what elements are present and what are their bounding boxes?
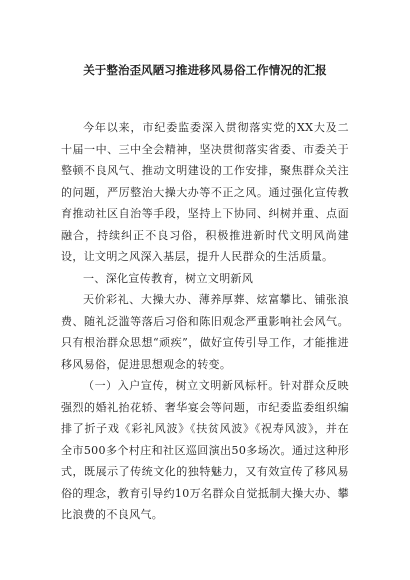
document-body: [61, 117, 349, 526]
subsection-paragraph: （一）入户宣传，树立文明新风标杆。针对群众反映强烈的婚礼抬花轿、奢华宴会等问题，市纪委监委组织编排了折子戏《彩礼风波》《扶贫风波》《祝寿风波》，并在全市500多个村庄和社区巡回演出50多场次。通过这种形式，既展示了传统文化的独特魅力，又有效宣传了移风易俗的理念，教育引导约10万名群众自觉抵制大操大办、攀比浪费的不良风气。: [61, 379, 349, 521]
section-heading: 一、深化宣传教育，树立文明新风: [83, 271, 254, 285]
section-paragraph: 天价彩礼、大操大办、薄养厚葬、炫富攀比、铺张浪费、随礼泛滥等落后习俗和陈旧观念严重影响社会风气。只有根治群众思想“顽疾”，做好宣传引导工作，才能推进移风易俗，促进思想观念的转变。: [61, 293, 349, 371]
document-title: 关于整治歪风陋习推进移风易俗工作情况的汇报: [83, 63, 327, 77]
intro-paragraph: 今年以来，市纪委监委深入贯彻落实党的XX大及二十届一中、三中全会精神，坚决贯彻落实省委、市委关于整顿不良风气、推动文明建设的工作安排，聚焦群众关注的问题，严厉整治大操大办等不正之风。通过强化宣传教育推动社区自治等手段，坚持上下协同、纠树并重、点面融合，持续纠正不良习俗，积极推进新时代文明风尚建设，让文明之风深入基层，提升人民群众的生活质量。: [61, 121, 349, 263]
